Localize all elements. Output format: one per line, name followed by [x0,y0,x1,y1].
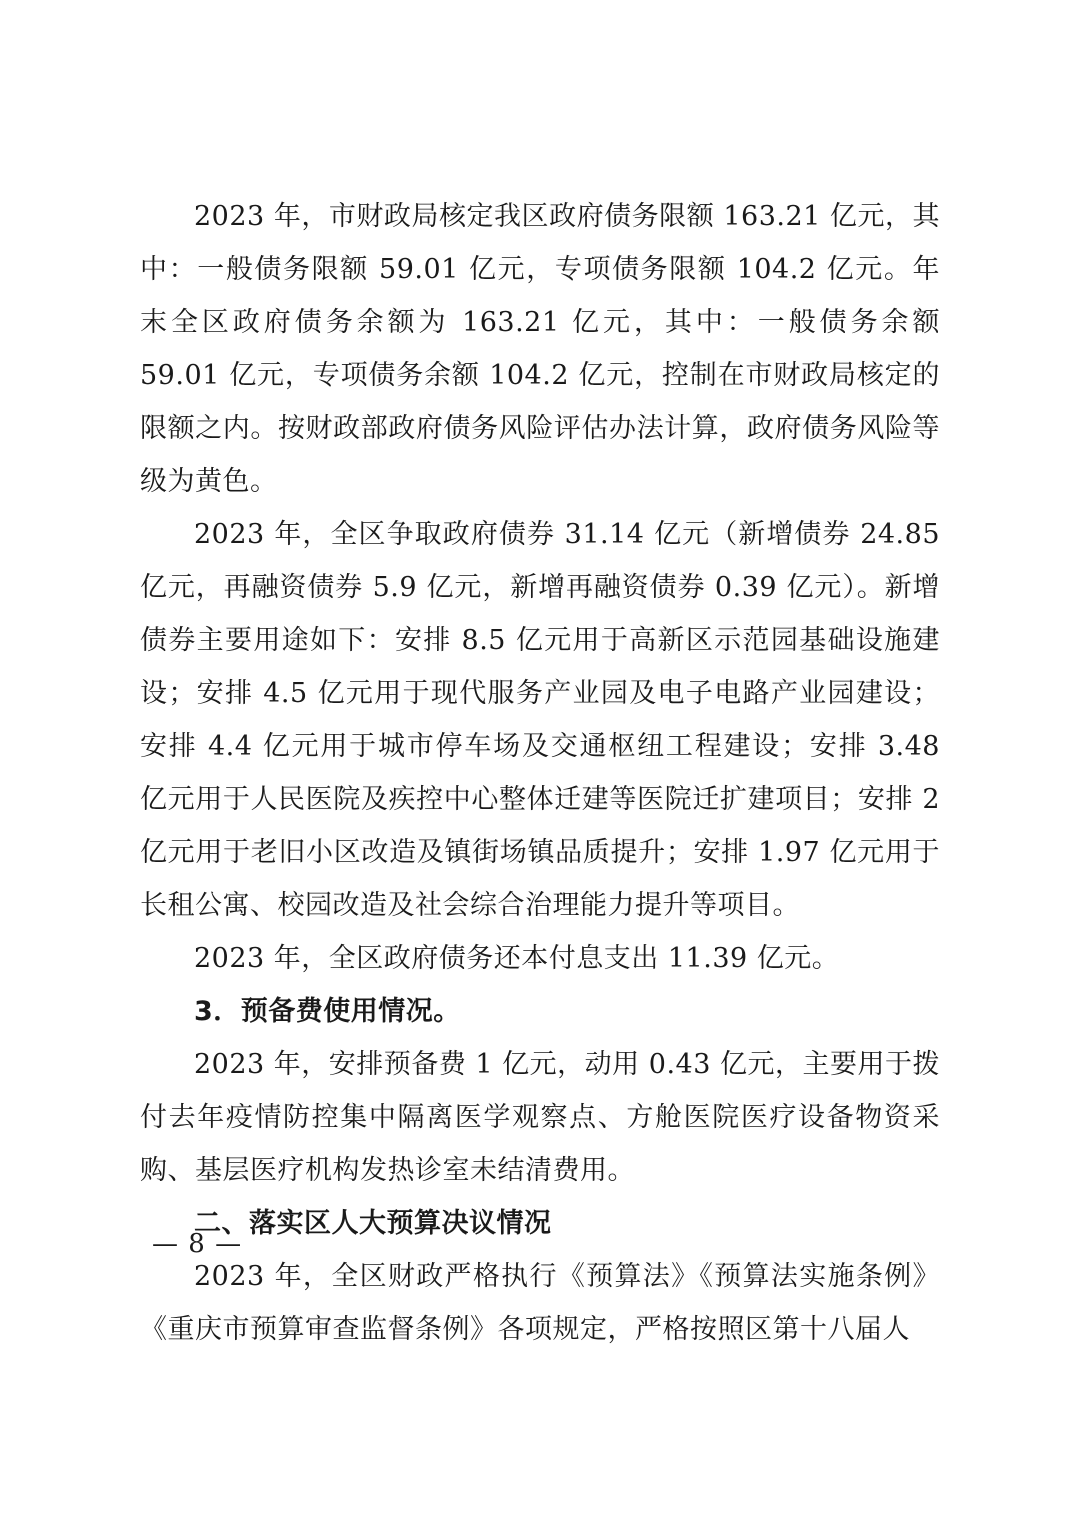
paragraph-debt-limit: 2023 年，市财政局核定我区政府债务限额 163.21 亿元，其中：一般债务限额 59.01 亿元，专项债务限额 104.2 亿元。年末全区政府债务余额为 163.21 亿元，其中：一般债务余额 59.01 亿元，专项债务余额 104.2 亿元，控制在市财政局核定的限额之内。按财政部政府债务风险评估办法计算，政府债务风险等级为黄色。 [140,201,940,497]
document-body [140,190,940,1356]
paragraph-debt-service: 2023 年，全区政府债务还本付息支出 11.39 亿元。 [194,943,840,974]
page-number: — 8 — [152,1229,243,1259]
section-heading-reserve-fund: 3．预备费使用情况。 [194,996,461,1027]
paragraph-reserve-fund: 2023 年，安排预备费 1 亿元，动用 0.43 亿元，主要用于拨付去年疫情防控集中隔离医学观察点、方舱医院医疗设备物资采购、基层医疗机构发热诊室未结清费用。 [140,1049,940,1186]
paragraph-bond-issuance: 2023 年，全区争取政府债券 31.14 亿元（新增债券 24.85 亿元，再融资债券 5.9 亿元，新增再融资债券 0.39 亿元）。新增债券主要用途如下：安排 8.5 亿元用于高新区示范园基础设施建设；安排 4.5 亿元用于现代服务产业园及电子电路产业园建设；安排 4.4 亿元用于城市停车场及交通枢纽工程建设；安排 3.48 亿元用于人民医院及疾控中心整体迁建等医院迁扩建项目；安排 2 亿元用于老旧小区改造及镇街场镇品质提升；安排 1.97 亿元用于长租公寓、校园改造及社会综合治理能力提升等项目。 [140,519,940,921]
section-heading-budget-resolution: 二、落实区人大预算决议情况 [194,1208,552,1239]
paragraph-budget-law: 2023 年，全区财政严格执行《预算法》《预算法实施条例》《重庆市预算审查监督条例》各项规定，严格按照区第十八届人 [140,1261,940,1345]
